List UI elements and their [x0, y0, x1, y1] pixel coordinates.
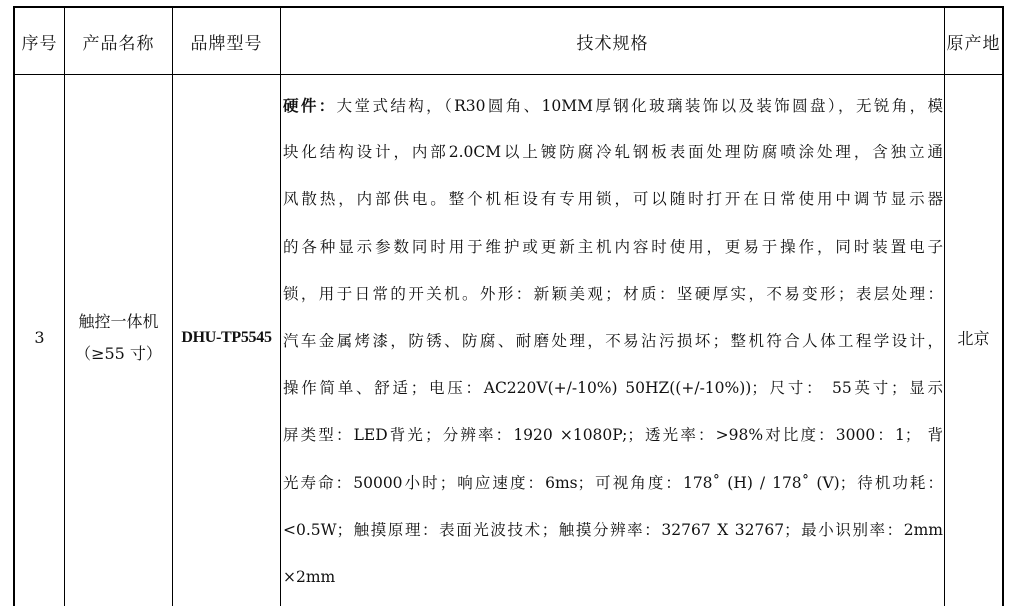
row-product-name	[65, 75, 172, 600]
spec-line: 的各种显示参数同时用于维护或更新主机内容时使用，更易于操作，同时装置电子	[283, 237, 943, 256]
product-name-line1: 触控一体机	[78, 311, 159, 331]
row-index: 3	[34, 328, 45, 347]
spec-line: <0.5W；触摸原理：表面光波技术；触摸分辨率：32767 X 32767；最小识别率：2mm	[283, 520, 943, 539]
header-brand-model: 品牌型号	[190, 33, 263, 54]
spec-line: 汽车金属烤漆，防锈、防腐、耐磨处理，不易沾污损坏；整机符合人体工程学设计，	[283, 331, 943, 350]
row-origin: 北京	[957, 329, 990, 348]
col-divider	[280, 8, 281, 606]
spec-line: 锁，用于日常的开关机。外形：新颖美观；材质：坚硬厚实，不易变形；表层处理：	[283, 284, 943, 303]
spec-line: 硬件：大堂式结构，（R30圆角、10MM厚钢化玻璃装饰以及装饰圆盘），无锐角，模	[283, 96, 943, 115]
header-index: 序号	[21, 33, 58, 54]
spec-line: 光寿命：50000小时；响应速度：6ms；可视角度：178˚ (H) / 178˚ (V)；待机功耗：	[283, 473, 943, 492]
spec-line: 屏类型：LED背光；分辨率：1920 ×1080P;；透光率：>98%对比度：3000：1； 背	[283, 426, 943, 445]
spec-line: 风散热，内部供电。整个机柜设有专用锁，可以随时打开在日常使用中调节显示器	[283, 190, 943, 209]
row-tech-spec	[283, 82, 943, 601]
spec-lead: 硬件：	[283, 96, 337, 115]
row-brand-model: DHU-TP5545	[181, 328, 272, 346]
spec-line: 块化结构设计，内部2.0CM以上镀防腐冷轧钢板表面处理防腐喷涂处理，含独立通	[283, 143, 943, 162]
header-tech-spec: 技术规格	[576, 33, 649, 54]
spec-table	[13, 6, 1004, 606]
spec-line: ×2mm	[283, 567, 336, 586]
header-product-name: 产品名称	[82, 33, 155, 54]
header-origin: 原产地	[946, 33, 1001, 54]
product-name-line2: （≥55 寸）	[75, 343, 162, 363]
spec-line: 操作简单、舒适；电压：AC220V(+/-10%) 50HZ((+/-10%))；尺寸： 55英寸；显示	[283, 379, 943, 398]
